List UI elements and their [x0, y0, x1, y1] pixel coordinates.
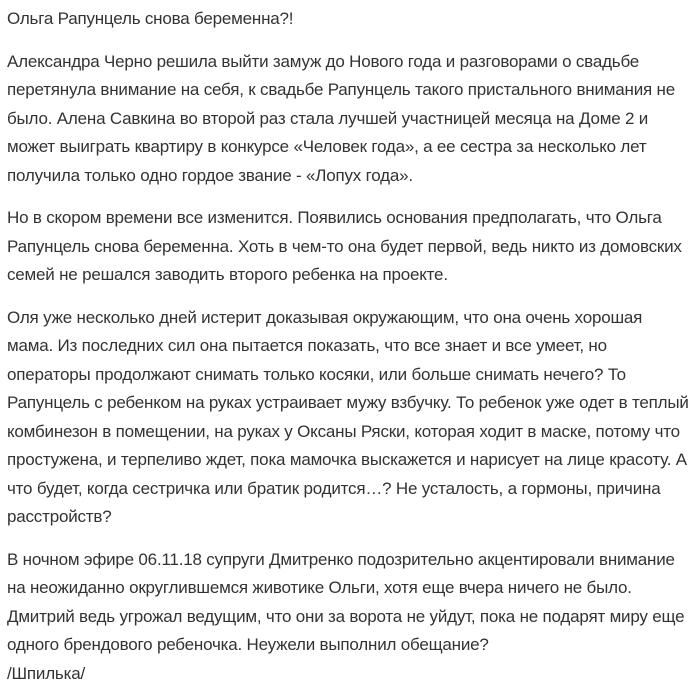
article-paragraph-3: Оля уже несколько дней истерит доказывая окружающим, что она очень хорошая мама. Из последних сил она пытается показать, что все знает и все умеет, но операторы продолжают снимать только косяки, или больше снимать нечего? То Рапунцель с ребенком на руках устраивает мужу взбучку. То ребенок уже одет в теплый комбинезон в помещении, на руках у Оксаны Ряски, которая ходит в маске, потому что простужена, и терпеливо ждет, пока мамочка выскажется и нарисует на лице красоту. А что будет, когда сестричка или братик родится…? Не усталость, а гормоны, причина расстройств? — [7, 304, 690, 532]
article-paragraph-2: Но в скором времени все изменится. Появились основания предполагать, что Ольга Рапунцель снова беременна. Хоть в чем-то она будет первой, ведь никто из домовских семей не решался заводить второго ребенка на проекте. — [7, 204, 690, 290]
article-paragraph-1: Александра Черно решила выйти замуж до Нового года и разговорами о свадьбе перетянула внимание на себя, к свадьбе Рапунцель такого пристального внимания не было. Алена Савкина во второй раз стала лучшей участницей месяца на Доме 2 и может выиграть квартиру в конкурсе «Человек года», а ее сестра за несколько лет получила только одно гордое звание - «Лопух года». — [7, 48, 690, 191]
article-paragraph-4: В ночном эфире 06.11.18 супруги Дмитренко подозрительно акцентировали внимание на неожиданно округлившемся животике Ольги, хотя еще вчера ничего не было. Дмитрий ведь угрожал ведущим, что они за ворота не уйдут, пока не подарят миру еще одного брендового ребеночка. Неужели выполнил обещание? — [7, 546, 690, 660]
article-title: Ольга Рапунцель снова беременна?! — [7, 5, 690, 34]
article-signature: /Шпилька/ — [7, 660, 690, 688]
